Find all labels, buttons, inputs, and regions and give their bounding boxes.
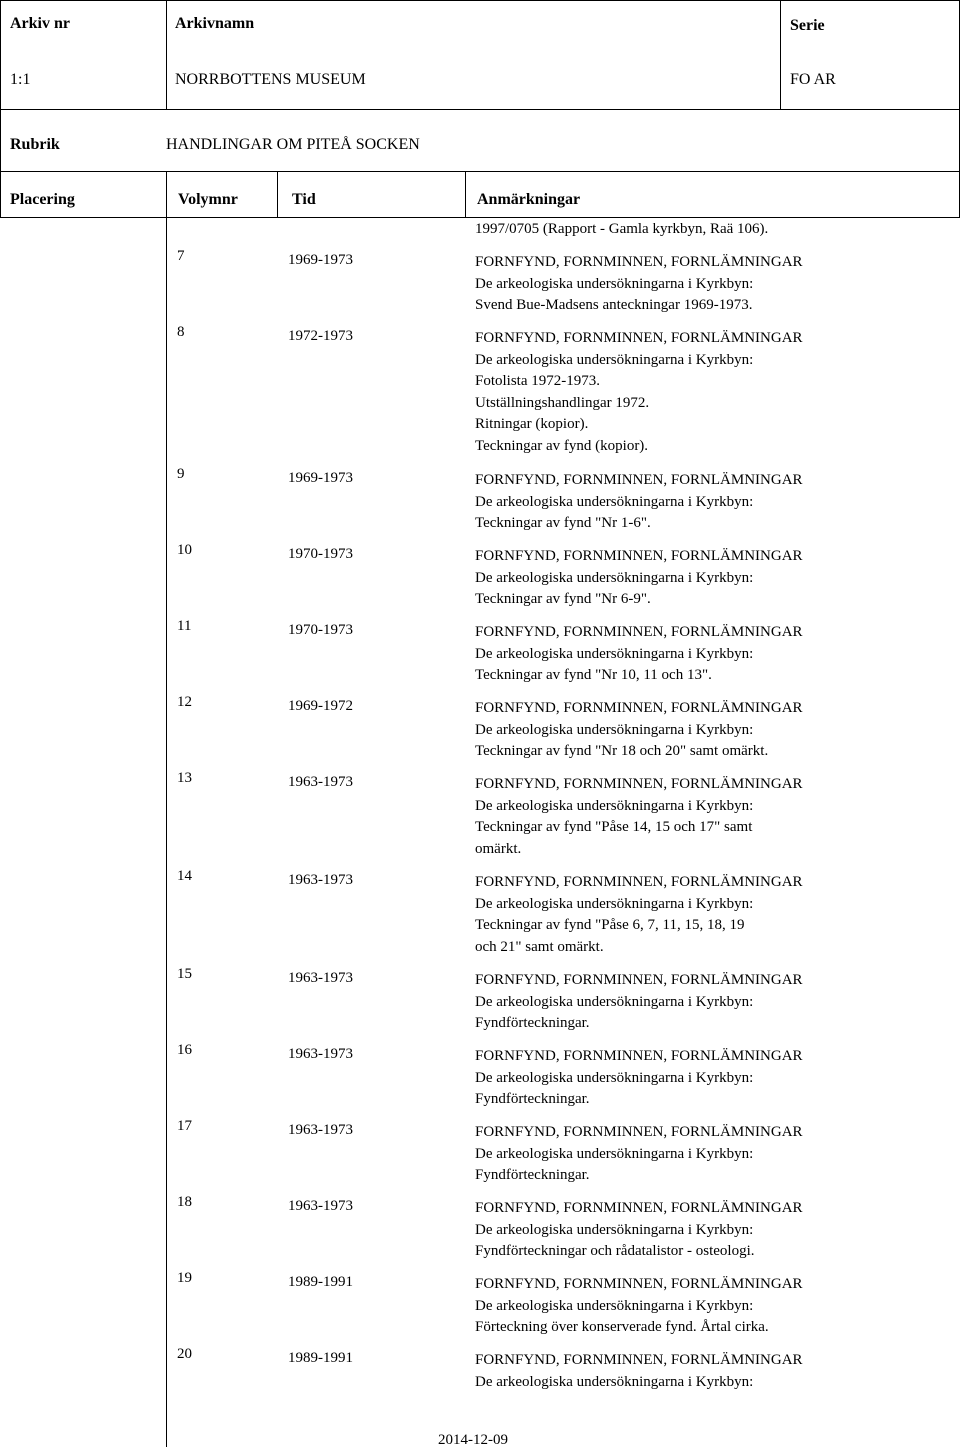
arkivnr-value: 1:1 <box>10 71 31 88</box>
rubrik-label: Rubrik <box>10 136 60 153</box>
note-line: FORNFYND, FORNMINNEN, FORNLÄMNINGAR <box>475 1048 803 1064</box>
note-line: FORNFYND, FORNMINNEN, FORNLÄMNINGAR <box>475 330 803 346</box>
note-line: Teckningar av fynd "Nr 10, 11 och 13". <box>475 667 712 683</box>
note-line: FORNFYND, FORNMINNEN, FORNLÄMNINGAR <box>475 1124 803 1140</box>
volume-notes <box>475 970 875 1035</box>
note-line: De arkeologiska undersökningarna i Kyrkbyn: <box>475 895 754 912</box>
volume-period: 1970-1973 <box>288 622 353 638</box>
volume-notes <box>475 1198 875 1263</box>
note-line: De arkeologiska undersökningarna i Kyrkbyn: <box>475 721 754 738</box>
volume-period: 1970-1973 <box>288 546 353 562</box>
tid-label: Tid <box>292 191 316 208</box>
volume-notes <box>475 1350 875 1393</box>
volume-number: 9 <box>177 466 185 482</box>
note-line: FORNFYND, FORNMINNEN, FORNLÄMNINGAR <box>475 972 803 988</box>
note-line: De arkeologiska undersökningarna i Kyrkbyn: <box>475 493 754 510</box>
header-divider <box>277 171 278 217</box>
note-line: FORNFYND, FORNMINNEN, FORNLÄMNINGAR <box>475 1352 803 1368</box>
header-divider <box>1 171 959 172</box>
note-line: och 21" samt omärkt. <box>475 938 604 955</box>
note-line: De arkeologiska undersökningarna i Kyrkbyn: <box>475 1297 754 1314</box>
volume-period: 1969-1972 <box>288 698 353 714</box>
volume-number: 11 <box>177 618 192 634</box>
volume-period: 1963-1973 <box>288 1122 353 1138</box>
note-line: FORNFYND, FORNMINNEN, FORNLÄMNINGAR <box>475 776 803 792</box>
volume-notes <box>475 1122 875 1187</box>
note-line: De arkeologiska undersökningarna i Kyrkbyn: <box>475 1069 754 1086</box>
volume-period: 1969-1973 <box>288 470 353 486</box>
volume-period: 1963-1973 <box>288 872 353 888</box>
volume-period: 1989-1991 <box>288 1274 353 1290</box>
note-line: Teckningar av fynd "Nr 18 och 20" samt omärkt. <box>475 743 769 759</box>
serie-label: Serie <box>790 17 825 34</box>
volume-notes <box>475 546 875 611</box>
volume-notes <box>475 872 875 958</box>
volymnr-label: Volymnr <box>178 191 238 208</box>
volume-period: 1989-1991 <box>288 1350 353 1366</box>
note-line: FORNFYND, FORNMINNEN, FORNLÄMNINGAR <box>475 700 803 716</box>
volume-period: 1963-1973 <box>288 1046 353 1062</box>
anmarkningar-label: Anmärkningar <box>477 191 581 208</box>
note-line: Fyndförteckningar. <box>475 1015 590 1031</box>
volume-number: 13 <box>177 770 192 786</box>
note-line: FORNFYND, FORNMINNEN, FORNLÄMNINGAR <box>475 548 803 564</box>
note-line: Teckningar av fynd "Påse 6, 7, 11, 15, 18, 19 <box>475 917 745 933</box>
note-line: Utställningshandlingar 1972. <box>475 394 650 411</box>
note-line: Teckningar av fynd (kopior). <box>475 437 649 454</box>
volume-number: 8 <box>177 324 185 340</box>
note-line: Förteckning över konserverade fynd. Årtal cirka. <box>475 1319 769 1335</box>
volume-number: 17 <box>177 1118 192 1134</box>
note-line: FORNFYND, FORNMINNEN, FORNLÄMNINGAR <box>475 1276 803 1292</box>
note-line: De arkeologiska undersökningarna i Kyrkbyn: <box>475 569 754 586</box>
note-line: FORNFYND, FORNMINNEN, FORNLÄMNINGAR <box>475 1200 803 1216</box>
note-line: De arkeologiska undersökningarna i Kyrkbyn: <box>475 275 754 292</box>
volume-period: 1969-1973 <box>288 252 353 268</box>
note-line: Fyndförteckningar och rådatalistor - osteologi. <box>475 1243 755 1259</box>
note-line: Svend Bue-Madsens anteckningar 1969-1973. <box>475 297 753 313</box>
note-line: Ritningar (kopior). <box>475 416 589 432</box>
arkivnamn-value: NORRBOTTENS MUSEUM <box>175 71 366 88</box>
volume-number: 18 <box>177 1194 192 1210</box>
note-line: De arkeologiska undersökningarna i Kyrkbyn: <box>475 645 754 662</box>
volume-number: 7 <box>177 248 185 264</box>
volume-period: 1963-1973 <box>288 774 353 790</box>
header-divider <box>1 109 959 110</box>
arkivnr-label: Arkiv nr <box>10 15 70 32</box>
volume-number: 12 <box>177 694 192 710</box>
volume-period: 1972-1973 <box>288 328 353 344</box>
volume-notes <box>475 698 875 763</box>
header-divider <box>780 1 781 109</box>
top-note: 1997/0705 (Rapport - Gamla kyrkbyn, Raä 106). <box>475 221 769 237</box>
volume-number: 10 <box>177 542 192 558</box>
volume-notes <box>475 470 875 535</box>
note-line: FORNFYND, FORNMINNEN, FORNLÄMNINGAR <box>475 624 803 640</box>
note-line: De arkeologiska undersökningarna i Kyrkbyn: <box>475 993 754 1010</box>
placering-label: Placering <box>10 191 75 208</box>
note-line: FORNFYND, FORNMINNEN, FORNLÄMNINGAR <box>475 874 803 890</box>
volume-notes <box>475 328 875 457</box>
note-line: Fyndförteckningar. <box>475 1091 590 1107</box>
placering-column <box>0 216 167 1447</box>
volume-number: 16 <box>177 1042 192 1058</box>
header-divider <box>465 171 466 217</box>
arkivnamn-label: Arkivnamn <box>175 15 255 32</box>
note-line: FORNFYND, FORNMINNEN, FORNLÄMNINGAR <box>475 254 803 270</box>
volume-notes <box>475 1274 875 1339</box>
volume-number: 15 <box>177 966 192 982</box>
note-line: De arkeologiska undersökningarna i Kyrkbyn: <box>475 797 754 814</box>
note-line: De arkeologiska undersökningarna i Kyrkbyn: <box>475 351 754 368</box>
volume-period: 1963-1973 <box>288 970 353 986</box>
rubrik-value: HANDLINGAR OM PITEÅ SOCKEN <box>166 136 420 153</box>
note-line: Teckningar av fynd "Nr 1-6". <box>475 515 651 531</box>
volume-number: 14 <box>177 868 192 884</box>
volume-notes <box>475 774 875 860</box>
note-line: Teckningar av fynd "Nr 6-9". <box>475 591 651 607</box>
note-line: omärkt. <box>475 840 522 857</box>
volume-notes <box>475 252 875 317</box>
volume-period: 1963-1973 <box>288 1198 353 1214</box>
serie-value: FO AR <box>790 71 836 88</box>
volume-number: 20 <box>177 1346 192 1362</box>
header-divider <box>166 1 167 109</box>
note-line: De arkeologiska undersökningarna i Kyrkbyn: <box>475 1145 754 1162</box>
note-line: Fyndförteckningar. <box>475 1167 590 1183</box>
volume-notes <box>475 1046 875 1111</box>
note-line: FORNFYND, FORNMINNEN, FORNLÄMNINGAR <box>475 472 803 488</box>
note-line: Teckningar av fynd "Påse 14, 15 och 17" samt <box>475 819 753 835</box>
footer-date: 2014-12-09 <box>438 1432 508 1448</box>
note-line: De arkeologiska undersökningarna i Kyrkbyn: <box>475 1221 754 1238</box>
note-line: De arkeologiska undersökningarna i Kyrkbyn: <box>475 1373 754 1390</box>
volume-number: 19 <box>177 1270 192 1286</box>
header-divider <box>166 171 167 217</box>
archive-header <box>0 0 960 218</box>
volume-notes <box>475 622 875 687</box>
note-line: Fotolista 1972-1973. <box>475 373 601 389</box>
